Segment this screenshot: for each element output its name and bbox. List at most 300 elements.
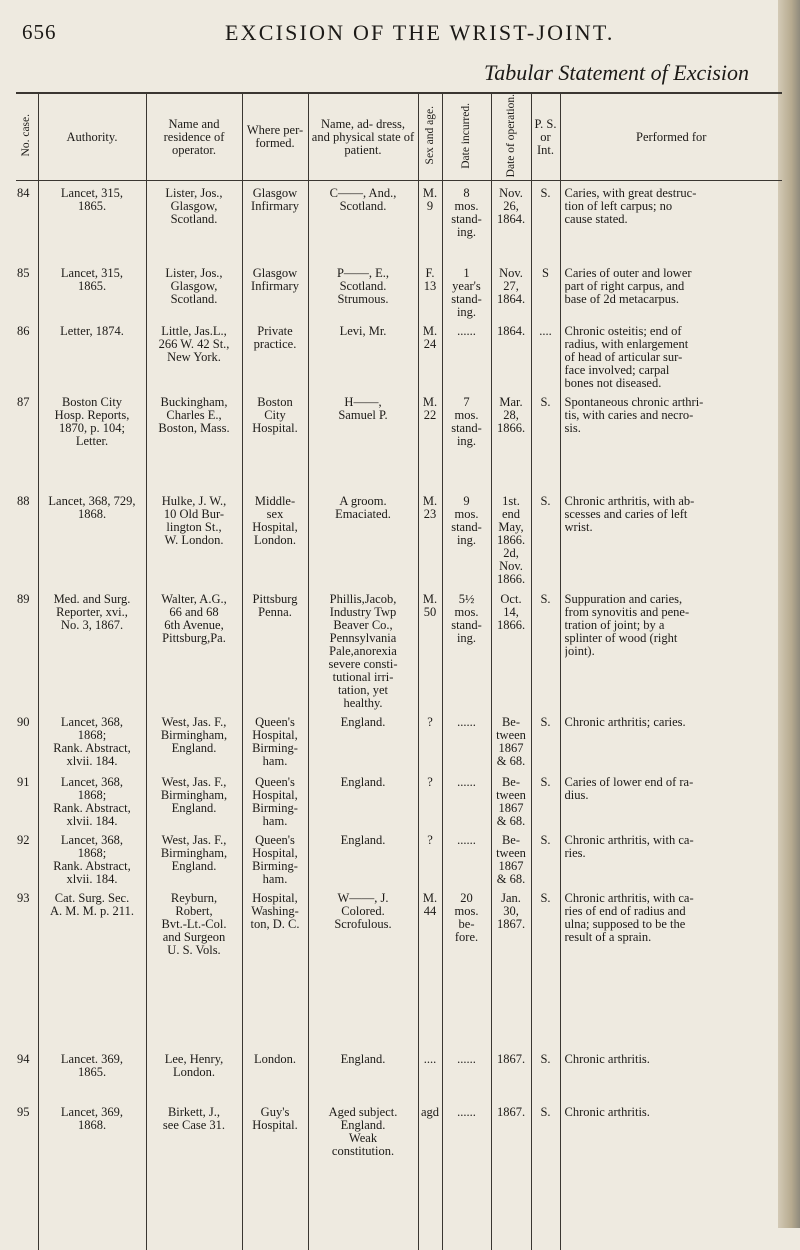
cell-line: & 68. bbox=[496, 814, 526, 828]
header-no-case: No. case. bbox=[16, 93, 38, 181]
header-patient: Name, ad- dress, and physical state of patient. bbox=[308, 93, 418, 181]
cell-line: Rank. Abstract, bbox=[53, 859, 131, 873]
case-number: 84 bbox=[17, 186, 30, 201]
date-operation-cell bbox=[491, 828, 531, 886]
date-operation-cell bbox=[491, 1100, 531, 1250]
cell-line: Spontaneous chronic arthri- bbox=[564, 395, 704, 409]
cell-line: Levi, Mr. bbox=[339, 324, 387, 338]
cell-line: 1864. bbox=[496, 292, 526, 306]
cell-line: Caries of lower end of ra- bbox=[564, 775, 694, 789]
operator-cell bbox=[146, 587, 242, 710]
header-performed-for: Performed for bbox=[560, 93, 782, 181]
cell-line: Lancet, 369, bbox=[60, 1105, 124, 1119]
performed-for-cell bbox=[560, 587, 782, 710]
cell-line: M. bbox=[422, 324, 438, 338]
cell-line: Suppuration and caries, bbox=[564, 592, 683, 606]
case-number: 95 bbox=[17, 1104, 30, 1119]
operator-cell bbox=[146, 710, 242, 770]
cell-line: practice. bbox=[253, 337, 297, 351]
table-row bbox=[16, 710, 782, 770]
patient-cell bbox=[308, 181, 418, 261]
cell-line: Be- bbox=[501, 833, 521, 847]
cell-line: S. bbox=[540, 1105, 551, 1119]
cell-line: ham. bbox=[262, 754, 288, 768]
header-date-operation: Date of operation. bbox=[491, 93, 531, 181]
cell-line: England. bbox=[171, 859, 217, 873]
table-row bbox=[16, 489, 782, 587]
date-operation-cell bbox=[491, 261, 531, 319]
operator-cell bbox=[146, 390, 242, 489]
operator-cell bbox=[146, 181, 242, 261]
case-number: 90 bbox=[17, 714, 30, 729]
cell-line: 8 bbox=[463, 187, 470, 201]
cell-line: 27, bbox=[503, 279, 519, 293]
cell-line: tween bbox=[496, 788, 526, 802]
cell-line: 1864. bbox=[496, 324, 526, 338]
cell-line: Charles E., bbox=[166, 408, 222, 422]
operator-cell bbox=[146, 770, 242, 828]
cell-line: 23 bbox=[423, 507, 437, 521]
cell-line: lington St., bbox=[166, 520, 222, 534]
case-number: 94 bbox=[17, 1051, 30, 1066]
cell-line: Pittsburg,Pa. bbox=[162, 631, 226, 645]
cell-line: Scotland. bbox=[170, 292, 218, 306]
cell-line: 28, bbox=[503, 408, 519, 422]
cell-line: Lister, Jos., bbox=[165, 187, 223, 201]
table-row bbox=[16, 181, 782, 261]
authority-cell bbox=[38, 390, 146, 489]
cell-line: xlvii. 184. bbox=[66, 754, 118, 768]
patient-cell bbox=[308, 770, 418, 828]
date-operation-cell bbox=[491, 886, 531, 1047]
date-incurred-cell bbox=[442, 390, 491, 489]
operator-cell bbox=[146, 886, 242, 1047]
cell-line: Nov. bbox=[499, 266, 523, 280]
cell-line: England. bbox=[171, 741, 217, 755]
cell-line: Robert, bbox=[175, 904, 213, 918]
authority-cell bbox=[38, 319, 146, 390]
cell-line: Strumous. bbox=[337, 292, 389, 306]
cell-line: 1870, p. 104; bbox=[59, 421, 125, 435]
header-row bbox=[16, 93, 782, 181]
cell-line: part of right carpus, and bbox=[564, 279, 685, 293]
cell-line: Med. and Surg. bbox=[53, 592, 131, 606]
sex-age-cell bbox=[418, 587, 442, 710]
date-incurred-cell bbox=[442, 261, 491, 319]
performed-for-cell bbox=[560, 886, 782, 1047]
cell-line: year's bbox=[452, 279, 481, 293]
cell-line: Birkett, J., bbox=[167, 1105, 221, 1119]
cell-line: 1868; bbox=[77, 788, 107, 802]
cell-line: fore. bbox=[454, 930, 479, 944]
cell-line: 1865. bbox=[77, 1065, 107, 1079]
cell-line: tis, with caries and necro- bbox=[564, 408, 694, 422]
patient-cell bbox=[308, 390, 418, 489]
cell-line: M. bbox=[422, 592, 438, 606]
cell-line: 44 bbox=[423, 904, 437, 918]
cell-line: end bbox=[501, 507, 521, 521]
page-number: 656 bbox=[22, 20, 57, 44]
cell-line: 20 bbox=[460, 891, 473, 905]
cell-line: 1866. bbox=[496, 533, 526, 547]
ps-int-cell bbox=[531, 828, 560, 886]
case-number: 88 bbox=[17, 493, 30, 508]
date-operation-cell bbox=[491, 181, 531, 261]
cell-line: 1867. bbox=[496, 917, 526, 931]
cell-line: tration of joint; by a bbox=[564, 618, 665, 632]
cell-line: Reporter, xvi., bbox=[56, 605, 128, 619]
cell-line: ham. bbox=[262, 814, 288, 828]
cell-line: U. S. Vols. bbox=[167, 943, 221, 957]
cell-line: Lancet, 368, bbox=[60, 715, 124, 729]
where-performed-cell bbox=[242, 1047, 308, 1100]
cell-line: stand- bbox=[451, 292, 482, 306]
cell-line: Pennsylvania bbox=[329, 631, 397, 645]
cell-line: Birmingham, bbox=[160, 788, 228, 802]
cell-line: Caries, with great destruc- bbox=[564, 187, 697, 201]
cell-line: and Surgeon bbox=[162, 930, 226, 944]
cell-line: 26, bbox=[503, 200, 519, 214]
cell-line: 1866. bbox=[496, 618, 526, 632]
cell-line: England. bbox=[340, 833, 386, 847]
cell-line: Chronic arthritis. bbox=[564, 1105, 650, 1119]
table-row bbox=[16, 319, 782, 390]
performed-for-cell bbox=[560, 1100, 782, 1250]
cell-line: mos. bbox=[454, 605, 479, 619]
cell-line: Hospital, bbox=[252, 788, 298, 802]
sex-age-cell bbox=[418, 1100, 442, 1250]
performed-for-cell bbox=[560, 770, 782, 828]
ps-int-cell bbox=[531, 770, 560, 828]
cell-line: dius. bbox=[564, 788, 589, 802]
sex-age-cell bbox=[418, 390, 442, 489]
table-row bbox=[16, 261, 782, 319]
cell-line: Lancet, 315, bbox=[60, 266, 124, 280]
cell-line: S. bbox=[540, 592, 551, 606]
sex-age-cell bbox=[418, 886, 442, 1047]
date-incurred-cell bbox=[442, 1100, 491, 1250]
sex-age-cell bbox=[418, 181, 442, 261]
cell-line: Mar. bbox=[499, 395, 523, 409]
cell-line: sex bbox=[266, 507, 284, 521]
patient-cell bbox=[308, 886, 418, 1047]
cell-line: Queen's bbox=[255, 775, 295, 789]
authority-cell bbox=[38, 710, 146, 770]
cell-line: London. bbox=[172, 1065, 215, 1079]
cell-line: Boston City bbox=[61, 395, 123, 409]
cell-line: Beaver Co., bbox=[333, 618, 393, 632]
patient-cell bbox=[308, 587, 418, 710]
cell-line: mos. bbox=[454, 507, 479, 521]
cell-line: result of a sprain. bbox=[564, 930, 652, 944]
cell-line: Be- bbox=[501, 715, 521, 729]
ps-int-cell bbox=[531, 587, 560, 710]
case-number: 91 bbox=[17, 774, 30, 789]
cell-line: M. bbox=[422, 395, 438, 409]
ps-int-cell bbox=[531, 886, 560, 1047]
date-operation-cell bbox=[491, 587, 531, 710]
cell-line: Birmingham, bbox=[160, 728, 228, 742]
cell-line: Letter. bbox=[75, 434, 109, 448]
cell-line: ing. bbox=[456, 434, 477, 448]
cell-line: stand- bbox=[451, 421, 482, 435]
cell-line: M. bbox=[422, 187, 438, 201]
cell-line: 1st. bbox=[502, 494, 520, 508]
cell-line: Chronic arthritis. bbox=[564, 1052, 650, 1066]
authority-cell bbox=[38, 181, 146, 261]
cell-line: xlvii. 184. bbox=[66, 872, 118, 886]
cell-line: Colored. bbox=[341, 904, 385, 918]
cell-line: Hospital, bbox=[252, 728, 298, 742]
cell-line: 66 and 68 bbox=[169, 605, 219, 619]
operator-cell bbox=[146, 489, 242, 587]
where-performed-cell bbox=[242, 828, 308, 886]
cell-line: S. bbox=[540, 494, 551, 508]
cell-line: 1864. bbox=[496, 213, 526, 227]
where-performed-cell bbox=[242, 886, 308, 1047]
cell-line: 1866. bbox=[496, 572, 526, 586]
cell-line: Emaciated. bbox=[335, 507, 391, 521]
cell-line: Infirmary bbox=[251, 200, 299, 214]
header-sex-age: Sex and age. bbox=[418, 93, 442, 181]
cell-line: 5½ bbox=[458, 592, 475, 606]
cell-line: Birmingham, bbox=[160, 846, 228, 860]
cell-line: & 68. bbox=[496, 872, 526, 886]
cell-line: Lancet, 315, bbox=[60, 187, 124, 201]
cell-line: 13 bbox=[423, 279, 437, 293]
ps-int-cell bbox=[531, 319, 560, 390]
cell-line: Hospital, bbox=[252, 891, 298, 905]
cell-line: S. bbox=[540, 395, 551, 409]
cell-line: Hulke, J. W., bbox=[161, 494, 227, 508]
where-performed-cell bbox=[242, 770, 308, 828]
cell-line: Lee, Henry, bbox=[164, 1052, 224, 1066]
cell-line: Hosp. Reports, bbox=[54, 408, 130, 422]
date-operation-cell bbox=[491, 770, 531, 828]
cell-line: May, bbox=[498, 520, 524, 534]
cell-line: sis. bbox=[564, 421, 581, 435]
cell-line: Boston, Mass. bbox=[158, 421, 230, 435]
cell-line: 1865. bbox=[77, 200, 107, 214]
cell-line: Lancet. 369, bbox=[60, 1052, 124, 1066]
cell-line: Bvt.-Lt.-Col. bbox=[161, 917, 227, 931]
cell-line: mos. bbox=[454, 408, 479, 422]
cell-line: Reyburn, bbox=[170, 891, 218, 905]
cell-line: ing. bbox=[456, 533, 477, 547]
cell-line: 1865. bbox=[77, 279, 107, 293]
cell-line: stand- bbox=[451, 618, 482, 632]
cell-line: Queen's bbox=[255, 833, 295, 847]
cell-line: ing. bbox=[456, 226, 477, 240]
cell-line: of head of articular sur- bbox=[564, 350, 683, 364]
cell-line: Glasgow bbox=[252, 187, 298, 201]
cell-line: ulna; supposed to be the bbox=[564, 917, 686, 931]
cell-line: wrist. bbox=[564, 520, 593, 534]
cell-line: England. bbox=[340, 1118, 386, 1132]
ps-int-cell bbox=[531, 261, 560, 319]
patient-cell bbox=[308, 319, 418, 390]
authority-cell bbox=[38, 1100, 146, 1250]
cell-line: M. bbox=[422, 494, 438, 508]
table-row bbox=[16, 1100, 782, 1250]
cell-line: Pale,anorexia bbox=[329, 644, 397, 658]
cell-line: tion of left carpus; no bbox=[564, 200, 673, 214]
cell-line: ries. bbox=[564, 846, 586, 860]
date-incurred-cell bbox=[442, 587, 491, 710]
cell-line: xlvii. 184. bbox=[66, 814, 118, 828]
date-operation-cell bbox=[491, 489, 531, 587]
cell-line: Scotland. bbox=[339, 200, 387, 214]
cell-line: Lancet, 368, 729, bbox=[48, 494, 136, 508]
cell-line: Hospital, bbox=[252, 520, 298, 534]
cell-line: England. bbox=[340, 1052, 386, 1066]
table-row bbox=[16, 770, 782, 828]
operator-cell bbox=[146, 319, 242, 390]
table-row bbox=[16, 390, 782, 489]
header-operator: Name and residence of operator. bbox=[146, 93, 242, 181]
where-performed-cell bbox=[242, 319, 308, 390]
cell-line: Hospital. bbox=[252, 421, 298, 435]
cell-line: Jan. bbox=[501, 891, 521, 905]
cell-line: base of 2d metacarpus. bbox=[564, 292, 680, 306]
date-incurred-cell bbox=[442, 886, 491, 1047]
table-row bbox=[16, 1047, 782, 1100]
cell-line: Glasgow, bbox=[170, 279, 218, 293]
where-performed-cell bbox=[242, 710, 308, 770]
table-title: Tabular Statement of Excision bbox=[484, 60, 750, 85]
cell-line: 6th Avenue, bbox=[164, 618, 224, 632]
cell-line: Caries of outer and lower bbox=[564, 266, 692, 280]
cell-line: Birming- bbox=[252, 741, 298, 755]
date-incurred-cell bbox=[442, 319, 491, 390]
table-row bbox=[16, 828, 782, 886]
cell-line: Chronic arthritis; caries. bbox=[564, 715, 686, 729]
cell-line: W——, J. bbox=[337, 891, 389, 905]
cell-line: from synovitis and pene- bbox=[564, 605, 690, 619]
sex-age-cell bbox=[418, 770, 442, 828]
cell-line: joint). bbox=[564, 644, 595, 658]
ps-int-cell bbox=[531, 1047, 560, 1100]
cell-line: 1867 bbox=[498, 741, 524, 755]
where-performed-cell bbox=[242, 587, 308, 710]
cell-line: Lister, Jos., bbox=[165, 266, 223, 280]
case-number: 86 bbox=[17, 323, 30, 338]
cell-line: face involved; carpal bbox=[564, 363, 670, 377]
cell-line: Glasgow, bbox=[170, 200, 218, 214]
cell-line: see Case 31. bbox=[162, 1118, 226, 1132]
sex-age-cell bbox=[418, 489, 442, 587]
cell-line: Chronic arthritis, with ab- bbox=[564, 494, 695, 508]
cell-line: Scrofulous. bbox=[334, 917, 392, 931]
case-number: 85 bbox=[17, 265, 30, 280]
operator-cell bbox=[146, 828, 242, 886]
cell-line: ...... bbox=[457, 833, 476, 847]
cell-line: Hospital. bbox=[252, 1118, 298, 1132]
cell-line: Chronic arthritis, with ca- bbox=[564, 891, 694, 905]
cell-line: Lancet, 368, bbox=[60, 833, 124, 847]
cell-line: London. bbox=[253, 1052, 296, 1066]
case-number: 93 bbox=[17, 890, 30, 905]
header-where: Where per- formed. bbox=[242, 93, 308, 181]
cell-line: Lancet, 368, bbox=[60, 775, 124, 789]
case-number: 92 bbox=[17, 832, 30, 847]
running-head: EXCISION OF THE WRIST-JOINT. bbox=[225, 20, 615, 45]
cell-line: tween bbox=[496, 846, 526, 860]
cell-line: 266 W. 42 St., bbox=[158, 337, 230, 351]
authority-cell bbox=[38, 828, 146, 886]
cell-line: Penna. bbox=[258, 605, 292, 619]
cell-line: Nov. bbox=[499, 187, 523, 201]
authority-cell bbox=[38, 261, 146, 319]
cell-line: ? bbox=[427, 715, 433, 729]
cell-line: A groom. bbox=[339, 494, 387, 508]
performed-for-cell bbox=[560, 1047, 782, 1100]
cell-line: ? bbox=[427, 775, 433, 789]
date-incurred-cell bbox=[442, 181, 491, 261]
cell-line: Samuel P. bbox=[338, 408, 388, 422]
date-operation-cell bbox=[491, 710, 531, 770]
cell-line: London. bbox=[253, 533, 296, 547]
performed-for-cell bbox=[560, 261, 782, 319]
authority-cell bbox=[38, 587, 146, 710]
performed-for-cell bbox=[560, 710, 782, 770]
cell-line: Be- bbox=[501, 775, 521, 789]
cell-line: Scotland. bbox=[170, 213, 218, 227]
operator-cell bbox=[146, 1100, 242, 1250]
cell-line: H——, bbox=[344, 395, 382, 409]
sex-age-cell bbox=[418, 1047, 442, 1100]
ps-int-cell bbox=[531, 181, 560, 261]
cell-line: 9 bbox=[463, 494, 470, 508]
cell-line: 1 bbox=[463, 266, 470, 280]
patient-cell bbox=[308, 828, 418, 886]
cell-line: be- bbox=[458, 917, 475, 931]
cell-line: tutional irri- bbox=[332, 670, 394, 684]
cell-line: City bbox=[264, 408, 286, 422]
cell-line: ? bbox=[427, 833, 433, 847]
where-performed-cell bbox=[242, 489, 308, 587]
cell-line: 1868; bbox=[77, 846, 107, 860]
cell-line: splinter of wood (right bbox=[564, 631, 678, 645]
where-performed-cell bbox=[242, 1100, 308, 1250]
cell-line: 2d, bbox=[503, 546, 519, 560]
cell-line: 7 bbox=[463, 395, 470, 409]
cell-line: A. M. M. p. 211. bbox=[50, 904, 134, 918]
patient-cell bbox=[308, 1100, 418, 1250]
cell-line: Birming- bbox=[252, 859, 298, 873]
header-ps-int: P. S. or Int. bbox=[531, 93, 560, 181]
ps-int-cell bbox=[531, 390, 560, 489]
cell-line: Cat. Surg. Sec. bbox=[54, 891, 130, 905]
table-row bbox=[16, 587, 782, 710]
sex-age-cell bbox=[418, 710, 442, 770]
date-incurred-cell bbox=[442, 828, 491, 886]
operator-cell bbox=[146, 261, 242, 319]
ps-int-cell bbox=[531, 710, 560, 770]
cell-line: M. bbox=[422, 891, 438, 905]
cell-line: Letter, 1874. bbox=[60, 324, 124, 338]
cell-line: Nov. bbox=[499, 559, 523, 573]
patient-cell bbox=[308, 489, 418, 587]
cell-line: 14, bbox=[503, 605, 519, 619]
cell-line: S. bbox=[540, 891, 551, 905]
cell-line: No. 3, 1867. bbox=[60, 618, 124, 632]
cell-line: stand- bbox=[451, 520, 482, 534]
cell-line: 1867. bbox=[496, 1052, 526, 1066]
cell-line: West, Jas. F., bbox=[161, 775, 227, 789]
cell-line: West, Jas. F., bbox=[161, 715, 227, 729]
performed-for-cell bbox=[560, 489, 782, 587]
